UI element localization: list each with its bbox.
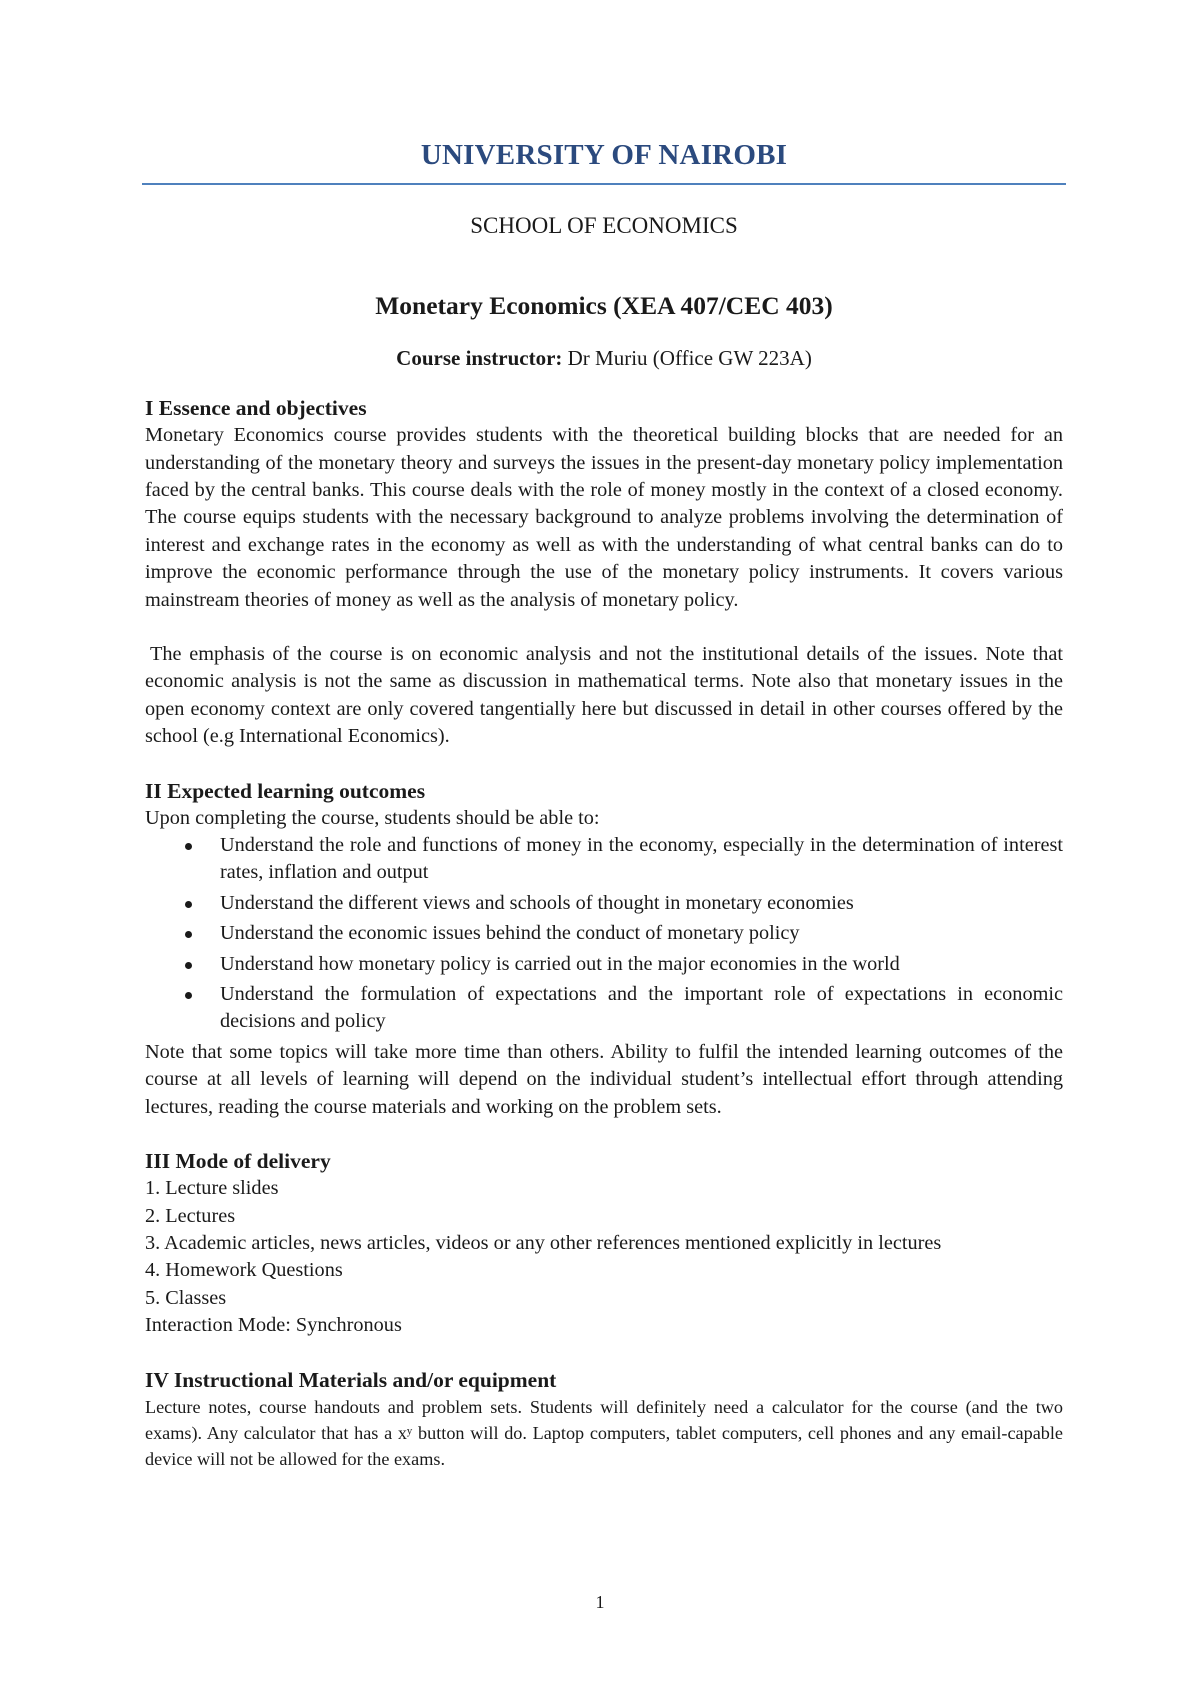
university-title: UNIVERSITY OF NAIROBI <box>420 139 788 171</box>
instructor-label: Course instructor: <box>396 345 563 370</box>
section-heading-materials: IV Instructional Materials and/or equipment <box>145 1367 557 1392</box>
delivery-item: 2. Lectures <box>145 1204 236 1227</box>
course-instructor <box>145 346 1063 371</box>
essence-paragraph-1: Monetary Economics course provides students with the theoretical building blocks that are needed for an understanding of the monetary theory and surveys the issues in the present-day monetary policy implementation faced by the central banks. This course deals with the role of money mostly in the context of a closed economy. The course equips students with the necessary background to analyze problems involving the determination of interest and exchange rates in the economy as well as with the understanding of what central banks can do to improve the economic performance through the use of the monetary policy instruments. It covers various mainstream theories of money as well as the analysis of monetary policy. <box>145 424 1063 611</box>
outcomes-intro: Upon completing the course, students should be able to: <box>145 806 600 829</box>
essence-paragraph-2: The emphasis of the course is on economic analysis and not the institutional details of the issues. Note that economic analysis is not the same as discussion in mathematical terms. Note also that monetary issues in the open economy context are only covered tangentially here but discussed in detail in other courses offered by the school (e.g International Economics). <box>145 643 1063 748</box>
interaction-mode: Interaction Mode: Synchronous <box>145 1314 402 1337</box>
title-divider <box>142 183 1066 185</box>
section-learning-outcomes <box>145 778 1063 1121</box>
list-item: Understand the formulation of expectations and the important role of expectations in economic decisions and policy <box>220 981 1063 1036</box>
document-page <box>145 138 1063 1472</box>
section-mode-of-delivery <box>145 1148 1063 1339</box>
bullet-icon <box>185 843 192 850</box>
materials-paragraph: Lecture notes, course handouts and problem sets. Students will definitely need a calculator for the course (and the two exams). Any calculator that has a xʸ button will do. Laptop computers, tablet computers, cell phones and any email-capable device will not be allowed for the exams. <box>145 1396 1063 1469</box>
outcomes-list <box>145 832 1063 1036</box>
delivery-item: 3. Academic articles, news articles, videos or any other references mentioned explicitly in lectures <box>145 1231 942 1254</box>
school-name: SCHOOL OF ECONOMICS <box>470 212 738 238</box>
delivery-item: 4. Homework Questions <box>145 1259 343 1282</box>
list-item: Understand how monetary policy is carried out in the major economies in the world <box>220 951 1063 978</box>
list-item: Understand the economic issues behind the conduct of monetary policy <box>220 920 1063 947</box>
page-number: 1 <box>595 1592 605 1612</box>
delivery-item: 5. Classes <box>145 1286 227 1309</box>
instructor-value: Dr Muriu (Office GW 223A) <box>562 345 812 370</box>
bullet-icon <box>185 901 192 908</box>
outcomes-note: Note that some topics will take more time than others. Ability to fulfil the intended learning outcomes of the course at all levels of learning will depend on the individual student’s intellectual effort through attending lectures, reading the course materials and working on the problem sets. <box>145 1040 1063 1118</box>
bullet-icon <box>185 931 192 938</box>
section-heading-delivery: III Mode of delivery <box>145 1149 331 1174</box>
section-instructional-materials <box>145 1367 1063 1472</box>
list-item: Understand the different views and schools of thought in monetary economies <box>220 890 1063 917</box>
bullet-icon <box>185 962 192 969</box>
section-heading-essence: I Essence and objectives <box>145 396 367 421</box>
list-item: Understand the role and functions of money in the economy, especially in the determination of interest rates, inflation and output <box>220 832 1063 887</box>
section-heading-outcomes: II Expected learning outcomes <box>145 778 426 803</box>
course-title: Monetary Economics (XEA 407/CEC 403) <box>375 291 833 321</box>
section-essence <box>145 395 1063 750</box>
delivery-item: 1. Lecture slides <box>145 1177 279 1200</box>
bullet-icon <box>185 992 192 999</box>
